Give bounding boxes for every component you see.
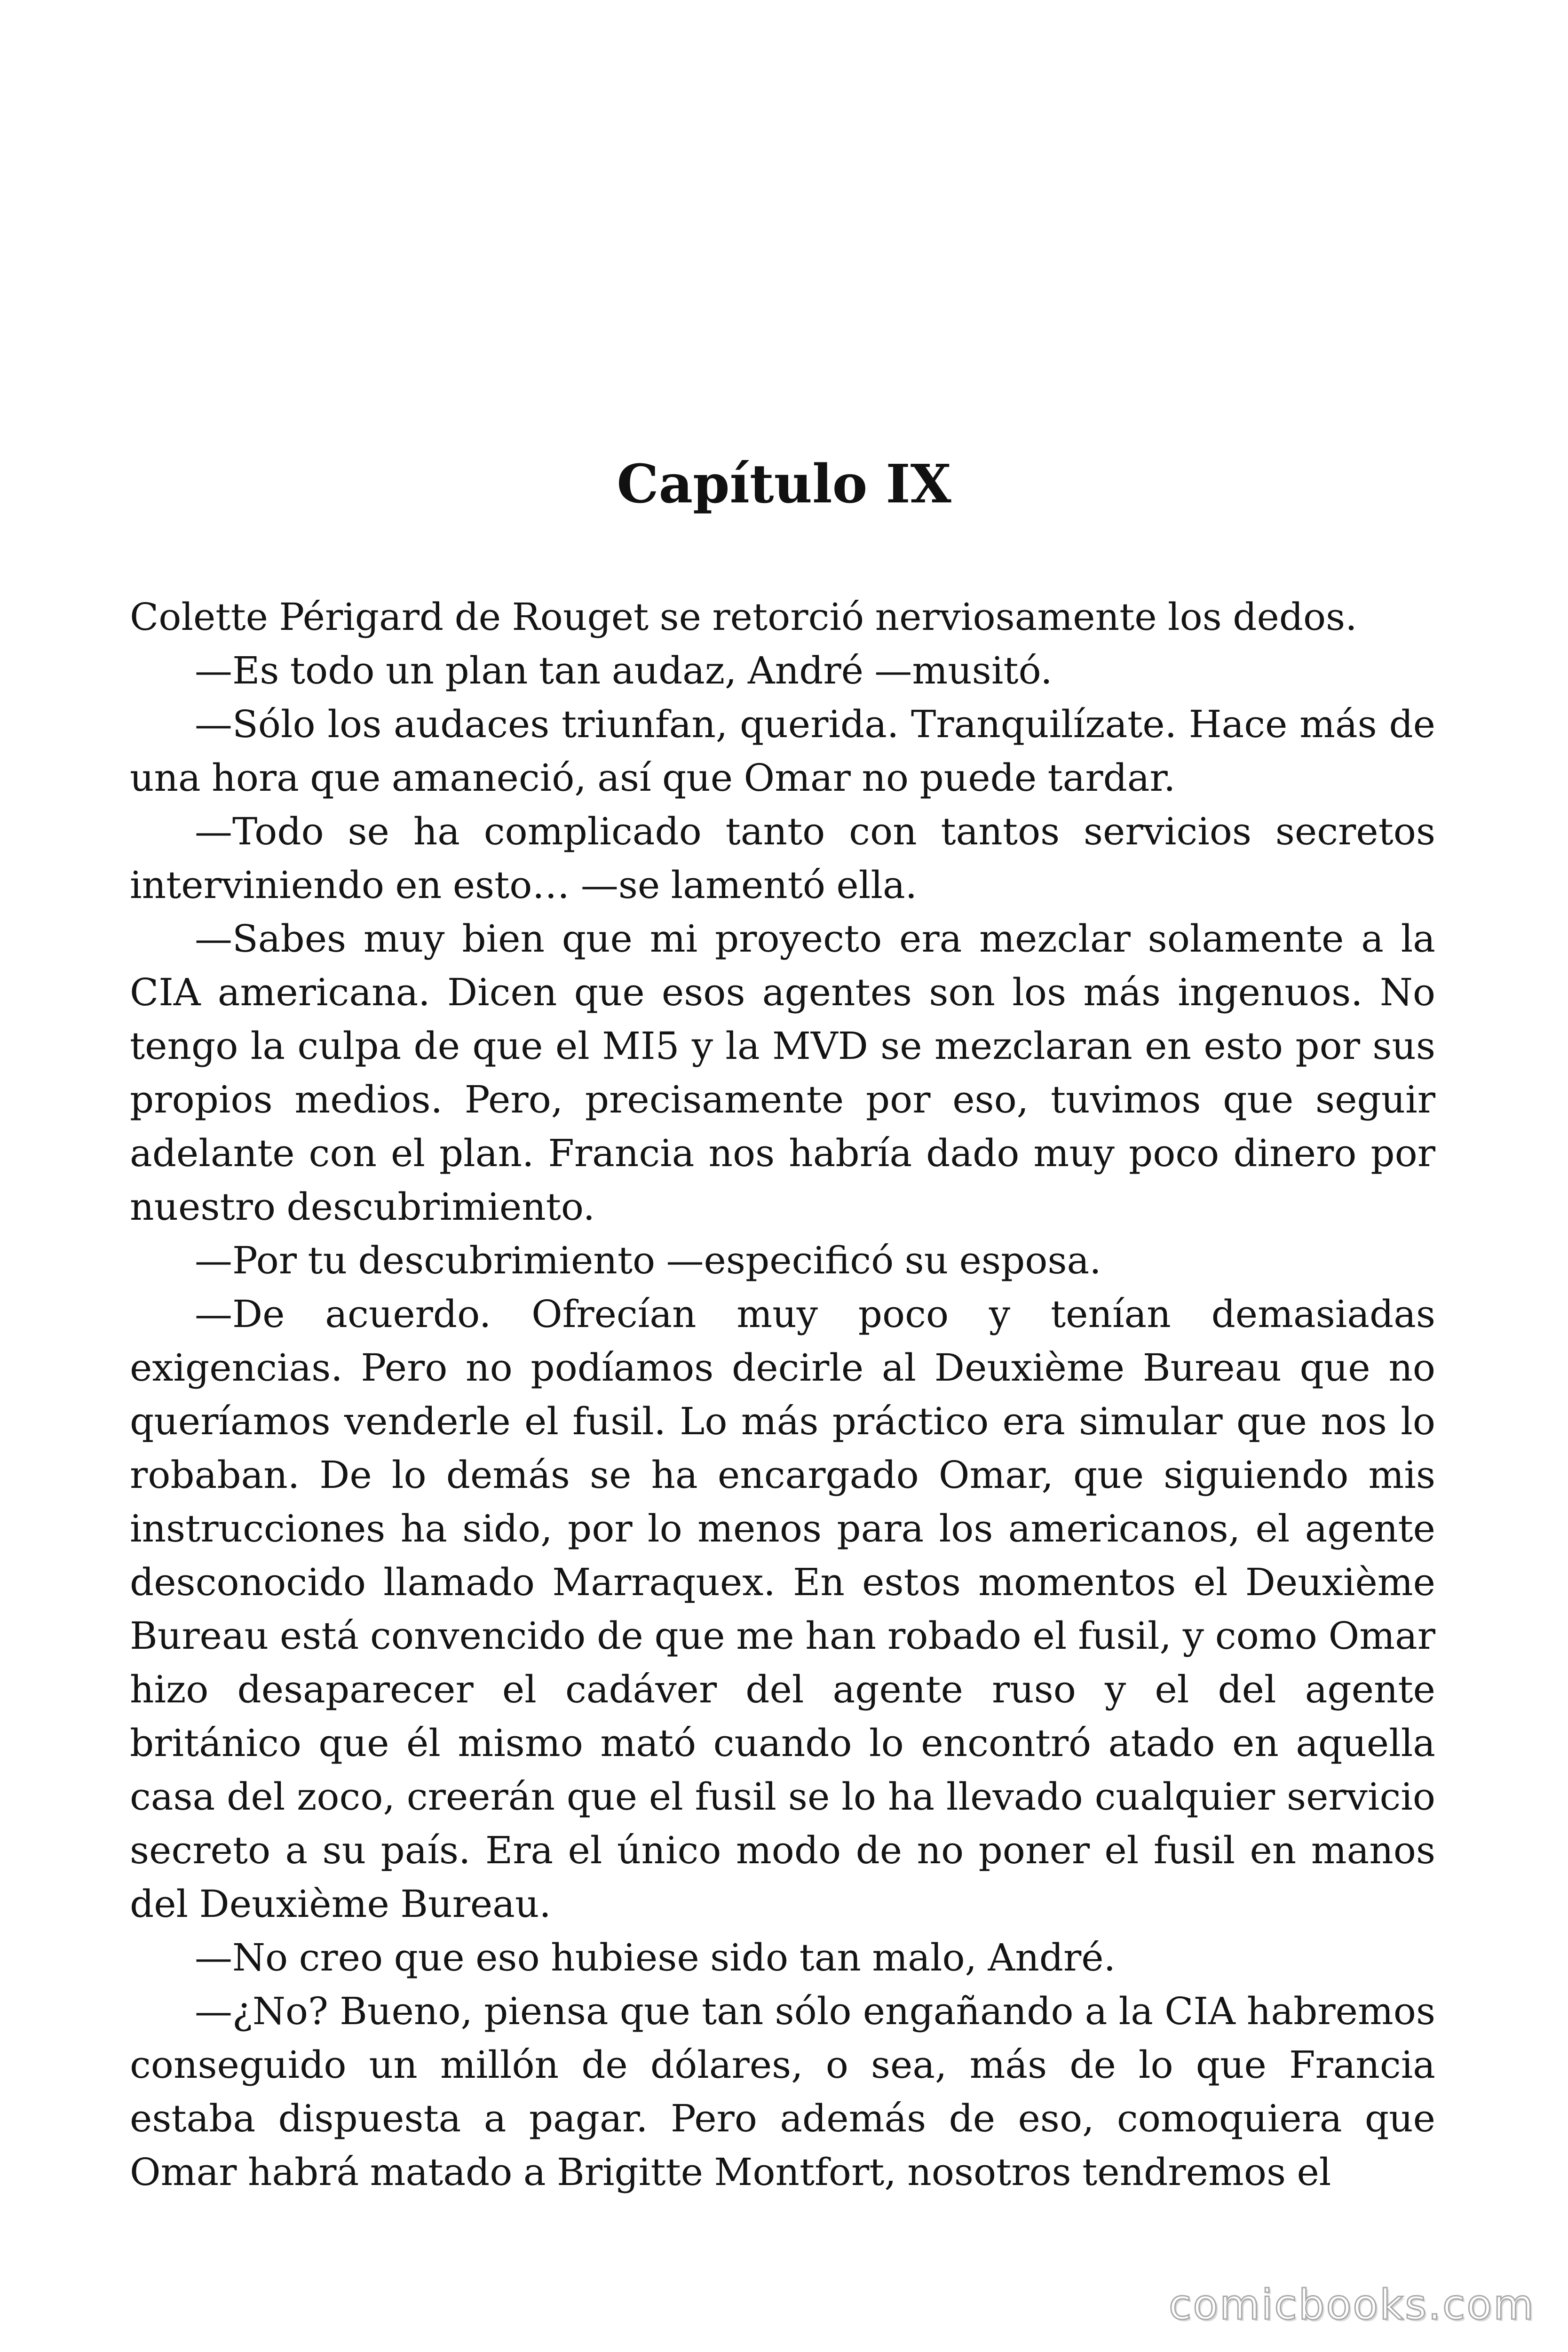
paragraph: —De acuerdo. Ofrecían muy poco y tenían demasiadas exigencias. Pero no podíamos decirle al Deuxième Bureau que no queríamos venderle el fusil. Lo más práctico era simular que nos lo robaban. De lo demás se ha encargado Omar, que siguiendo mis instrucciones ha sido, por lo menos para los americanos, el agente desconocido llamado Marraquex. En estos momentos el Deuxième Bureau está convencido de que me han robado el fusil, y como Omar hizo desaparecer el cadáver del agente ruso y el del agente británico que él mismo mató cuando lo encontró atado en aquella casa del zoco, creerán que el fusil se lo ha llevado cualquier servicio secreto a su país. Era el único modo de no poner el fusil en manos del Deuxième Bureau. bbox=[130, 1292, 1435, 1926]
paragraph: —Por tu descubrimiento —especificó su esposa. bbox=[195, 1239, 1101, 1282]
paragraph: Colette Périgard de Rouget se retorció nerviosamente los dedos. bbox=[130, 595, 1357, 639]
chapter-body bbox=[130, 590, 1435, 2199]
paragraph: —Sólo los audaces triunfan, querida. Tranquilízate. Hace más de una hora que amaneció, así que Omar no puede tardar. bbox=[130, 702, 1435, 800]
paragraph: —¿No? Bueno, piensa que tan sólo engañando a la CIA habremos conseguido un millón de dólares, o sea, más de lo que Francia estaba dispuesta a pagar. Pero además de eso, comoquiera que Omar habrá matado a Brigitte Montfort, nosotros tendremos el bbox=[130, 1989, 1435, 2194]
paragraph: —Es todo un plan tan audaz, André —musitó. bbox=[195, 649, 1053, 692]
paragraph: —Sabes muy bien que mi proyecto era mezclar solamente a la CIA americana. Dicen que esos agentes son los más ingenuos. No tengo la culpa de que el MI5 y la MVD se mezclaran en esto por sus propios medios. Pero, precisamente por eso, tuvimos que seguir adelante con el plan. Francia nos habría dado muy poco dinero por nuestro descubrimiento. bbox=[130, 917, 1435, 1229]
watermark-text: comicbooks.com bbox=[1168, 2280, 1535, 2329]
paragraph: —Todo se ha complicado tanto con tantos servicios secretos interviniendo en esto… —se lamentó ella. bbox=[130, 810, 1435, 907]
paragraph: —No creo que eso hubiese sido tan malo, André. bbox=[195, 1936, 1116, 1979]
chapter-title: Capítulo IX bbox=[617, 453, 951, 515]
